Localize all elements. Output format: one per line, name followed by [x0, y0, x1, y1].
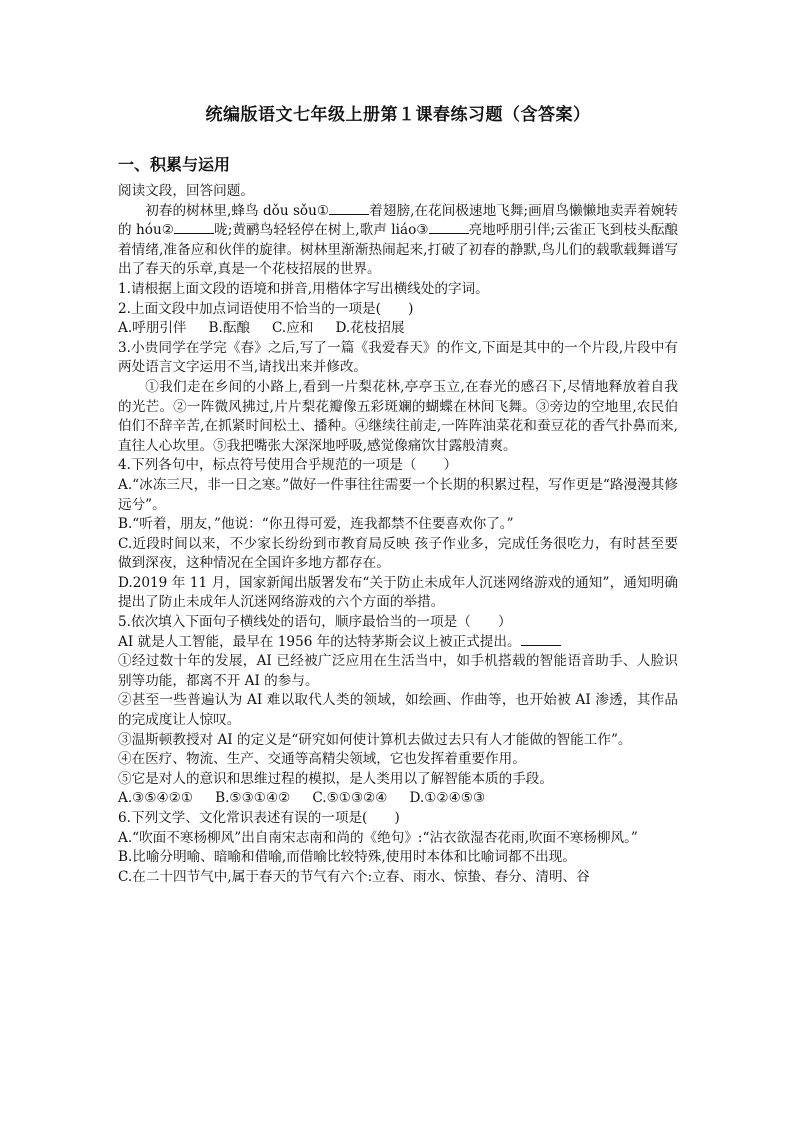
option-d: D.①②④⑤③ [409, 790, 486, 807]
question-5-lead [118, 633, 678, 653]
question-3: 3.小贵同学在学完《春》之后,写了一篇《我爱春天》的作文,下面是其中的一个片段,片段中有两处语言文字运用不当,请找出来并修改。 [118, 339, 678, 376]
question-4-option-b: B.“听着，朋友，”他说：“你丑得可爱，连我都禁不住要喜欢你了。” [118, 516, 514, 533]
fill-blank-4 [521, 633, 561, 646]
question-4-option-a: A.“冰冻三尺，非一日之寒。”做好一件事往往需要一个长期的积累过程，写作更是“路漫漫其修远兮”。 [118, 476, 678, 513]
page-title: 统编版语文七年级上册第１课春练习题（含答案） [205, 105, 591, 125]
question-5-item-4: ④在医疗、物流、生产、交通等高精尖领域，它也发挥着重要作用。 [118, 751, 526, 768]
option-b: B.⑤③①④② [215, 790, 291, 807]
question-5-item-2: ②甚至一些普遍认为 AI 难以取代人类的领域，如绘画、作曲等，也开始被 AI 渗透，其作品的完成度让人惊叹。 [118, 692, 678, 729]
question-5: 5.依次填入下面句子横线处的语句，顺序最恰当的一项是（ ） [118, 614, 512, 631]
question-6-option-a: A.“吹面不寒杨柳风”出自南宋志南和尚的《绝句》:“沾衣欲湿杏花雨,吹面不寒杨柳风。” [118, 829, 638, 846]
question-4: 4.下列各句中，标点符号使用合乎规范的一项是（ ） [118, 457, 458, 474]
question-6: 6.下列文学、文化常识表述有误的一项是( ) [118, 810, 400, 826]
question-4-option-c: C.近段时间以来，不少家长纷纷到市教育局反映 孩子作业多，完成任务很吃力，有时甚至要做到深夜，这种情况在全国许多地方都存在。 [118, 535, 678, 572]
question-3-text: ①我们走在乡间的小路上,看到一片梨花林,亭亭玉立,在春光的感召下,尽情地释放着自我的光芒。②一阵微风拂过,片片梨花瓣像五彩斑斓的蝴蝶在林间飞舞。③旁边的空地里,农民伯伯们不辞辛苦,在抓紧时间松土、播种。④继续往前走,一阵阵油菜花和蚕豆花的香气扑鼻而来,直往人心坎里。⑤我把嘴张大深深地呼吸,感觉像痛饮甘露般清爽。 [118, 378, 678, 454]
question-6-option-c: C.在二十四节气中,属于春天的节气有六个:立春、雨水、惊蛰、春分、清明、谷 [118, 868, 590, 885]
passage-part-1: 初春的树林里,蜂鸟 dǒu sǒu① [145, 202, 330, 219]
question-4-option-d: D.2019 年 11 月，国家新闻出版署发布“关于防止未成年人沉迷网络游戏的通知”，通知明确提出了防止未成年人沉迷网络游戏的六个方面的举措。 [118, 574, 678, 611]
question-5-options [118, 789, 678, 809]
passage-part-4: 亮地呼朋引伴;云雀正飞到枝头酝酿着情绪,准备应和伙伴的旋律。树林里渐渐热闹起来,打破了初春的静默,鸟儿们的载歌载舞谱写出了春天的乐章,真是一个花枝招展的世界。 [118, 222, 678, 278]
question-5-item-5: ⑤它是对人的意识和思维过程的模拟，是人类用以了解智能本质的手段。 [118, 770, 553, 787]
option-a: A.呼朋引伴 [118, 320, 187, 337]
question-5-lead-text: AI 就是人工智能，最早在 1956 年的达特茅斯会议上被正式提出。 [118, 633, 521, 650]
document-page [118, 100, 678, 887]
option-c: C.⑤①③②④ [312, 790, 388, 807]
option-b: B.酝酿 [208, 320, 251, 337]
passage-part-3: 咙;黄鹂鸟轻轻停在树上,歌声 liáo③ [214, 222, 429, 239]
passage-part-2: 着翅膀,在花间极速地飞舞;画眉鸟懒懒地卖弄着婉转的 hóu② [118, 202, 678, 239]
fill-blank-3 [429, 221, 469, 234]
option-d: D.花枝招展 [335, 320, 405, 337]
question-1: 1.请根据上面文段的语境和拼音,用楷体字写出横线处的字词。 [118, 280, 489, 297]
option-c: C.应和 [272, 320, 314, 337]
question-5-item-1: ①经过数十年的发展，AI 已经被广泛应用在生活当中，如手机搭载的智能语音助手、人脸识别等功能，都离不开 AI 的参与。 [118, 653, 678, 689]
fill-blank-1 [329, 202, 369, 215]
question-6-option-b: B.比喻分明喻、暗喻和借喻,而借喻比较特殊,使用时本体和比喻词都不出现。 [118, 849, 576, 866]
intro-text: 阅读文段，回答问题。 [118, 183, 254, 199]
question-2: 2.上面文段中加点词语使用不恰当的一项是( ) [118, 300, 414, 317]
section-heading: 一、积累与运用 [118, 155, 231, 174]
question-2-options [118, 319, 678, 339]
fill-blank-2 [174, 221, 214, 234]
question-5-item-3: ③温斯顿教授对 AI 的定义是“研究如何使计算机去做过去只有人才能做的智能工作”。 [118, 731, 632, 748]
passage-paragraph [118, 202, 678, 280]
option-a: A.③⑤④②① [118, 790, 194, 807]
